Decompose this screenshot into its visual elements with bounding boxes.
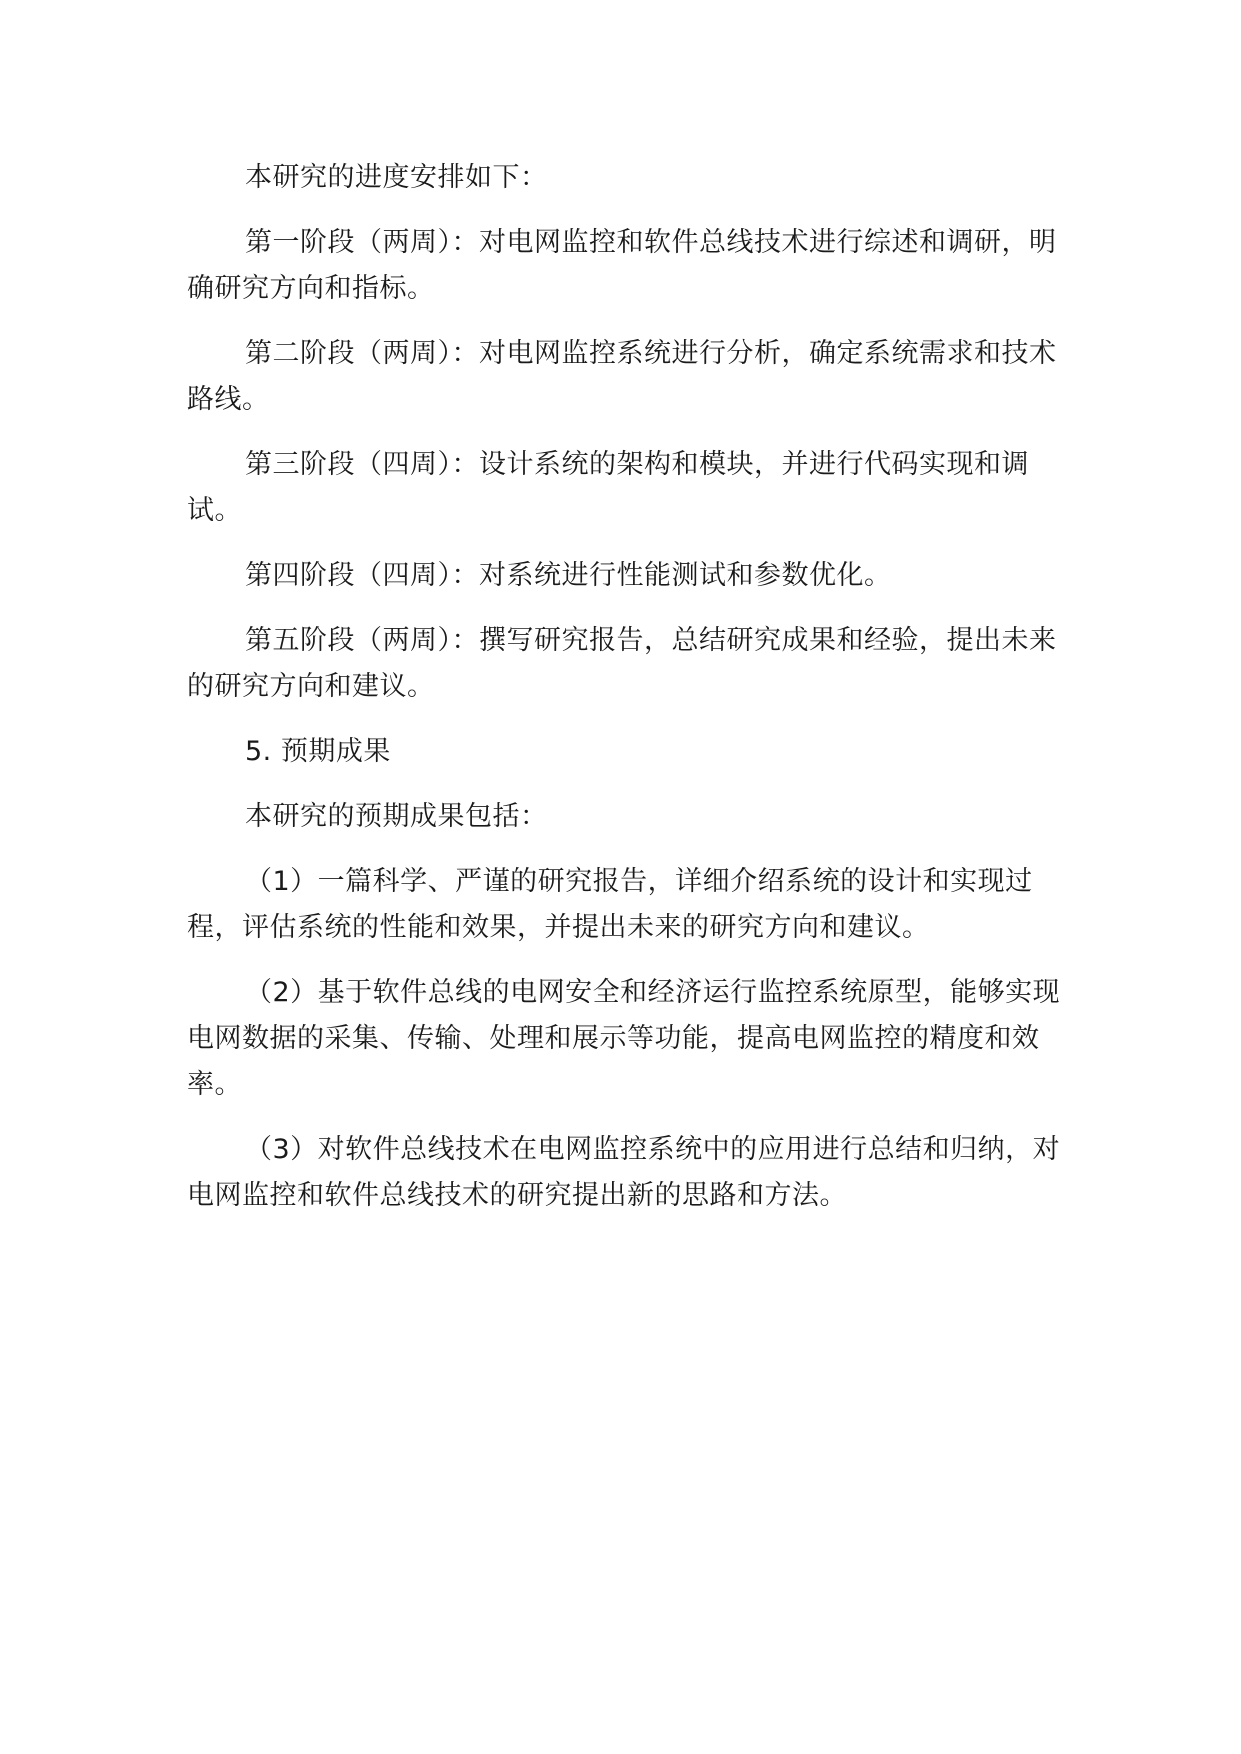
document-body xyxy=(187,155,1067,1238)
paragraph-schedule-intro: 本研究的进度安排如下： xyxy=(245,162,548,193)
paragraph-phase-5: 第五阶段（两周）：撰写研究报告，总结研究成果和经验，提出未来的研究方向和建议。 xyxy=(187,625,1057,702)
paragraph-phase-4: 第四阶段（四周）：对系统进行性能测试和参数优化。 xyxy=(245,560,892,591)
paragraph-phase-3: 第三阶段（四周）：设计系统的架构和模块，并进行代码实现和调试。 xyxy=(187,449,1029,526)
paragraph-phase-2: 第二阶段（两周）：对电网监控系统进行分析，确定系统需求和技术路线。 xyxy=(187,338,1057,415)
paragraph-phase-1: 第一阶段（两周）：对电网监控和软件总线技术进行综述和调研，明确研究方向和指标。 xyxy=(187,227,1057,304)
paragraph-results-intro: 本研究的预期成果包括： xyxy=(245,801,548,832)
paragraph-result-1: （1）一篇科学、严谨的研究报告，详细介绍系统的设计和实现过程，评估系统的性能和效果，并提出未来的研究方向和建议。 xyxy=(187,866,1033,943)
section-heading-expected-results: 5. 预期成果 xyxy=(245,736,391,767)
paragraph-result-2: （2）基于软件总线的电网安全和经济运行监控系统原型，能够实现电网数据的采集、传输、处理和展示等功能，提高电网监控的精度和效率。 xyxy=(187,977,1061,1100)
paragraph-result-3: （3）对软件总线技术在电网监控系统中的应用进行总结和归纳，对电网监控和软件总线技术的研究提出新的思路和方法。 xyxy=(187,1134,1061,1211)
